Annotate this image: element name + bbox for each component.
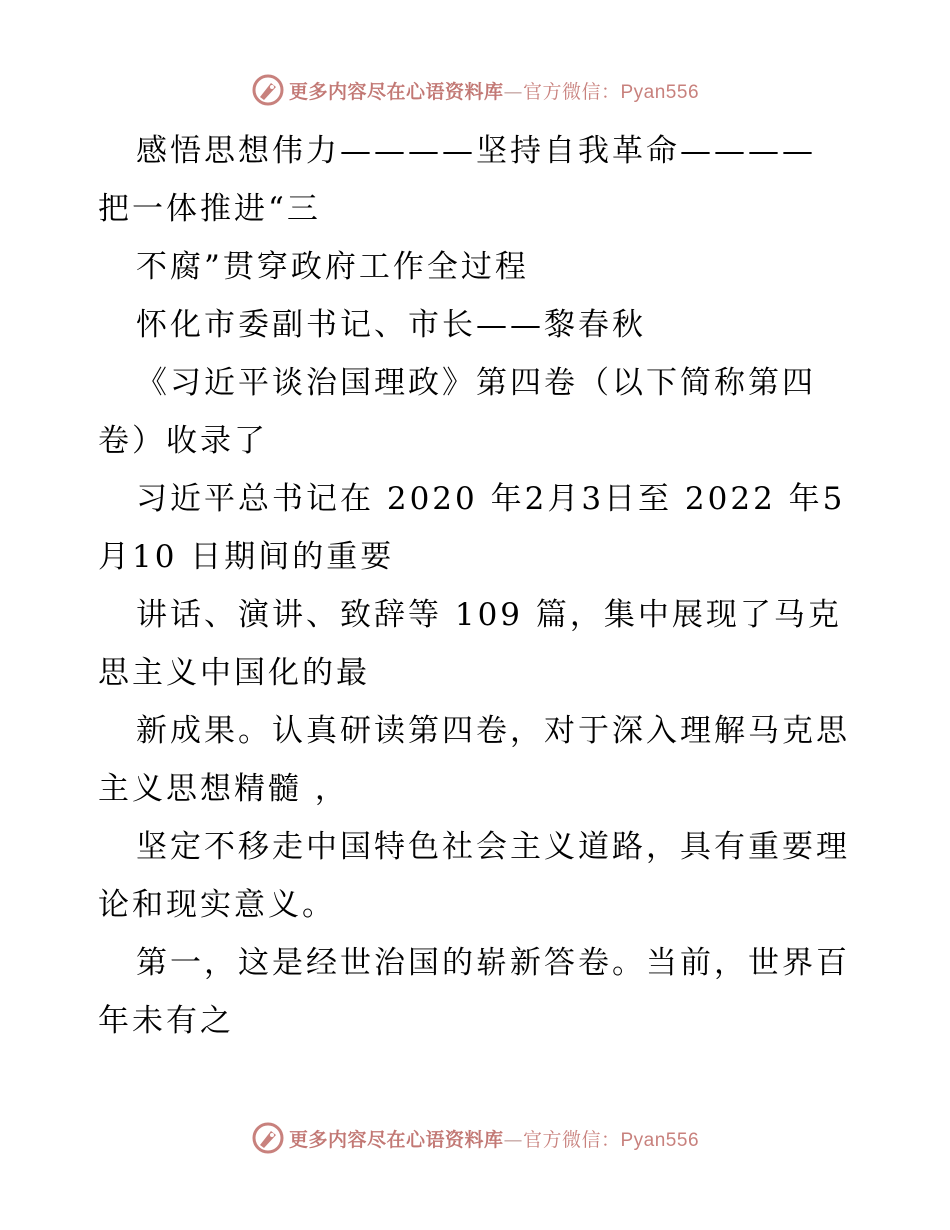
pen-nib-circle-icon <box>251 73 285 107</box>
watermark-brand: 更多内容尽在心语资料库 <box>288 1128 504 1151</box>
watermark-dash: — <box>503 1128 523 1151</box>
watermark-label: 官方微信： <box>522 80 621 103</box>
watermark-text <box>289 77 699 104</box>
text-line: 怀化市委副书记、市长——黎春秋 <box>136 307 646 343</box>
watermark-label: 官方微信： <box>522 1128 621 1151</box>
text-line: 《习近平谈治国理政》第四卷（以下简称第四 <box>136 365 816 401</box>
text-line: 习近平总书记在 2020 年2月3日至 2022 年5 <box>136 481 846 517</box>
pen-nib-circle-icon <box>251 1121 285 1155</box>
text-line: 年未有之 <box>98 1003 234 1039</box>
watermark-wechat-id: Pyan556 <box>620 81 700 103</box>
text-line: 主义思想精髓 ， <box>98 771 349 807</box>
watermark-dash: — <box>503 80 523 103</box>
text-line: 不腐”贯穿政府工作全过程 <box>136 249 529 285</box>
watermark-text <box>289 1125 699 1152</box>
text-line: 坚定不移走中国特色社会主义道路，具有重要理 <box>136 829 850 865</box>
text-line: 第一，这是经世治国的崭新答卷。当前，世界百 <box>136 945 850 981</box>
text-line: 感悟思想伟力————坚持自我革命———— <box>136 133 816 169</box>
header-watermark <box>0 70 950 110</box>
text-line: 卷）收录了 <box>98 423 268 459</box>
document-body <box>98 122 858 1050</box>
text-line: 思主义中国化的最 <box>98 655 370 691</box>
text-line: 新成果。认真研读第四卷，对于深入理解马克思 <box>136 713 850 749</box>
watermark-brand: 更多内容尽在心语资料库 <box>288 80 504 103</box>
text-line: 把一体推进“三 <box>98 191 321 227</box>
text-line: 月10 日期间的重要 <box>98 539 395 575</box>
footer-watermark <box>0 1118 950 1158</box>
text-line: 论和现实意义。 <box>98 887 336 923</box>
watermark-wechat-id: Pyan556 <box>620 1129 700 1151</box>
text-line: 讲话、演讲、致辞等 109 篇，集中展现了马克 <box>136 597 842 633</box>
